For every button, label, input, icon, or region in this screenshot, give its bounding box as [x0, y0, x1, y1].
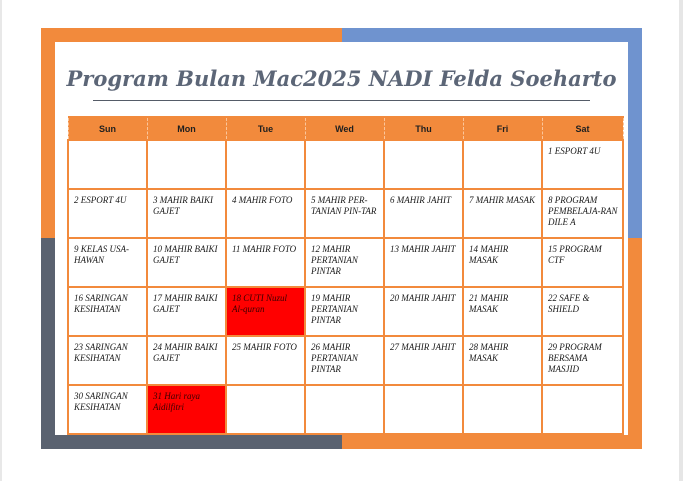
frame-top-blue-accent	[342, 28, 642, 42]
week-row-6	[68, 385, 623, 434]
day-cell: 25 MAHIR FOTO	[226, 336, 305, 385]
day-cell	[463, 385, 542, 434]
day-cell	[384, 385, 463, 434]
frame-right-blue-accent	[628, 28, 642, 238]
day-cell: 5 MAHIR PER-TANIAN PIN-TAR	[305, 189, 384, 238]
day-cell: 20 MAHIR JAHIT	[384, 287, 463, 336]
day-cell: 21 MAHIR MASAK	[463, 287, 542, 336]
day-cell: 12 MAHIR PERTANIAN PINTAR	[305, 238, 384, 287]
week-row-2	[68, 189, 623, 238]
week-row-5	[68, 336, 623, 385]
week-row-3	[68, 238, 623, 287]
day-cell	[68, 140, 147, 189]
week-row-1	[68, 140, 623, 189]
day-cell: 6 MAHIR JAHIT	[384, 189, 463, 238]
day-cell	[384, 140, 463, 189]
day-cell	[226, 140, 305, 189]
week-row-4	[68, 287, 623, 336]
day-cell: 24 MAHIR BAIKI GAJET	[147, 336, 226, 385]
day-cell: 27 MAHIR JAHIT	[384, 336, 463, 385]
day-cell	[305, 385, 384, 434]
day-cell	[542, 385, 623, 434]
day-cell	[463, 140, 542, 189]
day-cell: 10 MAHIR BAIKI GAJET	[147, 238, 226, 287]
weekday-mon: Mon	[147, 117, 226, 140]
day-cell: 14 MAHIR MASAK	[463, 238, 542, 287]
day-cell: 7 MAHIR MASAK	[463, 189, 542, 238]
day-cell: 1 ESPORT 4U	[542, 140, 623, 189]
weekday-fri: Fri	[463, 117, 542, 140]
holiday-cell: 31 Hari raya Aidilfitri	[147, 385, 226, 434]
calendar-header	[68, 117, 623, 140]
calendar-table	[67, 116, 624, 435]
day-cell: 2 ESPORT 4U	[68, 189, 147, 238]
day-cell	[305, 140, 384, 189]
day-cell	[147, 140, 226, 189]
day-cell	[226, 385, 305, 434]
frame-left-gray-accent	[41, 238, 55, 449]
page-edge-left	[0, 0, 2, 481]
page-title: Program Bulan Mac2025 NADI Felda Soeharto	[66, 66, 617, 91]
day-cell: 11 MAHIR FOTO	[226, 238, 305, 287]
title-underline	[93, 100, 590, 101]
day-cell: 15 PROGRAM CTF	[542, 238, 623, 287]
day-cell: 17 MAHIR BAIKI GAJET	[147, 287, 226, 336]
day-cell: 19 MAHIR PERTANIAN PINTAR	[305, 287, 384, 336]
day-cell: 13 MAHIR JAHIT	[384, 238, 463, 287]
calendar-body	[68, 140, 623, 434]
day-cell: 9 KELAS USA-HAWAN	[68, 238, 147, 287]
weekday-wed: Wed	[305, 117, 384, 140]
holiday-cell: 18 CUTI Nuzul Al-quran	[226, 287, 305, 336]
day-cell: 22 SAFE & SHIELD	[542, 287, 623, 336]
day-cell: 30 SARINGAN KESIHATAN	[68, 385, 147, 434]
day-cell: 23 SARINGAN KESIHATAN	[68, 336, 147, 385]
day-cell: 8 PROGRAM PEMBELAJA-RAN DILE A	[542, 189, 623, 238]
page-edge-right	[679, 0, 683, 481]
weekday-thu: Thu	[384, 117, 463, 140]
day-cell: 16 SARINGAN KESIHATAN	[68, 287, 147, 336]
weekday-header-row	[68, 117, 623, 140]
frame-bottom-gray-accent	[41, 435, 342, 449]
weekday-tue: Tue	[226, 117, 305, 140]
day-cell: 4 MAHIR FOTO	[226, 189, 305, 238]
weekday-sun: Sun	[68, 117, 147, 140]
day-cell: 28 MAHIR MASAK	[463, 336, 542, 385]
day-cell: 29 PROGRAM BERSAMA MASJID	[542, 336, 623, 385]
day-cell: 3 MAHIR BAIKI GAJET	[147, 189, 226, 238]
weekday-sat: Sat	[542, 117, 623, 140]
day-cell: 26 MAHIR PERTANIAN PINTAR	[305, 336, 384, 385]
